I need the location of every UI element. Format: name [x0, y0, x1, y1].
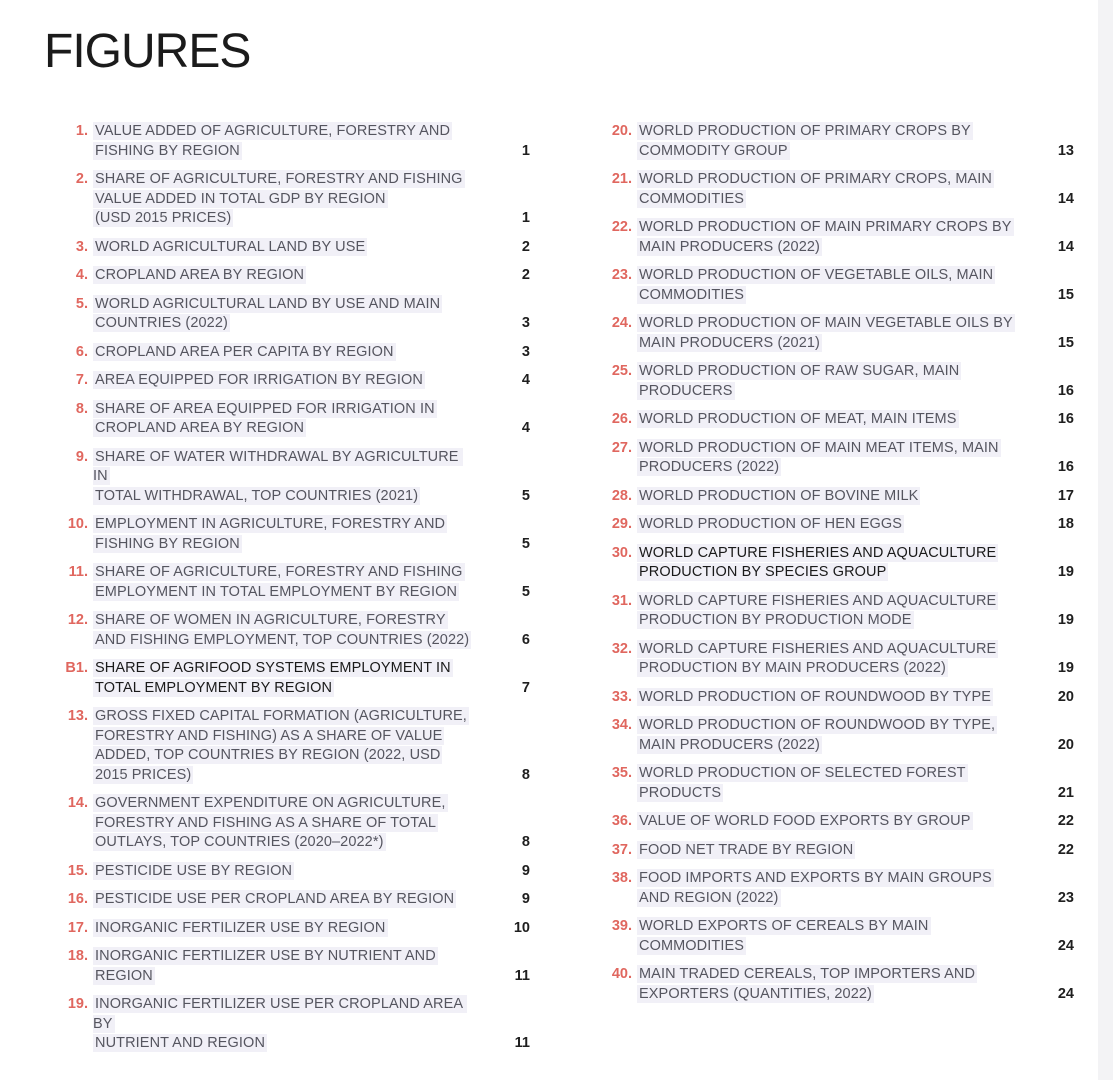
figure-title-line: COMMODITIES [639, 937, 745, 954]
figure-number: 20. [611, 123, 632, 139]
figure-number: 8. [75, 400, 88, 417]
figure-number: 3. [75, 238, 88, 255]
figure-title-line: WORLD PRODUCTION OF BOVINE MILK [639, 487, 919, 504]
figure-title-line: VALUE ADDED IN TOTAL GDP BY REGION [95, 190, 386, 207]
figure-entry[interactable] [52, 659, 530, 698]
figure-title-line: PRODUCERS (2022) [639, 459, 780, 475]
figure-title-line: SHARE OF AREA EQUIPPED FOR IRRIGATION IN [95, 400, 435, 417]
figure-title [93, 238, 473, 258]
page-number: 14 [1057, 238, 1074, 255]
figure-title-line: FORESTRY AND FISHING) AS A SHARE OF VALUE [95, 727, 443, 744]
figure-title [637, 841, 1017, 861]
figure-number: 19. [67, 996, 88, 1012]
figure-title-line: AND FISHING EMPLOYMENT, TOP COUNTRIES (2022) [95, 631, 470, 648]
figure-title-line: WORLD CAPTURE FISHERIES AND AQUACULTURE [639, 640, 997, 657]
figure-number: B1. [65, 660, 88, 676]
figure-title [93, 611, 473, 650]
figure-title [637, 812, 1017, 832]
figure-number: 25. [611, 363, 632, 379]
figure-title-line: SHARE OF WATER WITHDRAWAL BY AGRICULTURE IN [93, 448, 463, 484]
figure-title-line: TOTAL WITHDRAWAL, TOP COUNTRIES (2021) [95, 487, 419, 504]
page-number: 5 [521, 583, 530, 600]
figure-entry[interactable] [596, 764, 1074, 803]
figure-title-line: SHARE OF WOMEN IN AGRICULTURE, FORESTRY [95, 612, 446, 628]
figure-number: 36. [611, 813, 632, 829]
figure-title-line: INORGANIC FERTILIZER USE BY REGION [95, 919, 386, 936]
figure-title [93, 707, 473, 785]
page-number: 19 [1057, 612, 1074, 628]
figure-title-line: WORLD CAPTURE FISHERIES AND AQUACULTURE [639, 544, 997, 561]
page-number: 19 [1057, 660, 1074, 676]
figure-title [637, 869, 1017, 908]
figure-title-line: NUTRIENT AND REGION [95, 1035, 266, 1051]
page-number: 23 [1057, 889, 1074, 906]
page-number: 4 [521, 372, 530, 388]
figure-title-line: WORLD PRODUCTION OF PRIMARY CROPS, MAIN [639, 171, 993, 187]
figure-title-line: MAIN PRODUCERS (2022) [639, 238, 820, 255]
page-number: 3 [521, 343, 530, 360]
page-number: 20 [1057, 736, 1074, 753]
page-number: 15 [1057, 286, 1074, 303]
figure-title-line: INORGANIC FERTILIZER USE BY NUTRIENT AND [95, 948, 436, 964]
page-number: 1 [521, 142, 530, 159]
figure-title [637, 764, 1017, 803]
figure-title [637, 122, 1017, 161]
figure-title-line: EMPLOYMENT IN TOTAL EMPLOYMENT BY REGION [95, 583, 458, 600]
figure-title [93, 659, 473, 698]
figure-title [637, 592, 1017, 631]
page-number: 11 [514, 1035, 530, 1051]
figure-title-line: WORLD PRODUCTION OF MAIN MEAT ITEMS, MAIN [639, 439, 999, 456]
figure-entry[interactable] [596, 640, 1074, 679]
figure-title-line: GOVERNMENT EXPENDITURE ON AGRICULTURE, [95, 795, 446, 811]
figure-number: 6. [75, 343, 88, 360]
figure-entry[interactable] [596, 170, 1074, 209]
page-number: 2 [521, 238, 530, 255]
figure-title [93, 890, 473, 910]
figure-title [637, 487, 1017, 507]
figure-title-line: CROPLAND AREA BY REGION [95, 420, 305, 436]
figure-title-line: WORLD PRODUCTION OF MAIN PRIMARY CROPS BY [639, 219, 1012, 235]
figure-title-line: MAIN PRODUCERS (2021) [639, 334, 820, 351]
figure-entry[interactable] [52, 266, 530, 286]
figure-title-line: EXPORTERS (QUANTITIES, 2022) [639, 985, 872, 1002]
figure-entry[interactable] [52, 862, 530, 882]
figure-title-line: VALUE OF WORLD FOOD EXPORTS BY GROUP [639, 813, 971, 829]
page-number: 20 [1057, 688, 1074, 705]
figure-entry[interactable] [52, 295, 530, 334]
figure-title-line: WORLD PRODUCTION OF VEGETABLE OILS, MAIN [639, 267, 994, 283]
figure-number: 1. [75, 123, 88, 139]
figure-title-line: WORLD PRODUCTION OF SELECTED FOREST [639, 765, 966, 781]
page-number: 5 [521, 487, 530, 504]
figure-entry[interactable] [596, 487, 1074, 507]
figure-title-line: FORESTRY AND FISHING AS A SHARE OF TOTAL [95, 814, 437, 831]
figure-title [93, 563, 473, 602]
figure-title [93, 295, 473, 334]
page-number: 6 [521, 631, 530, 648]
figure-title-line: COMMODITIES [639, 190, 745, 207]
figure-title [637, 716, 1017, 755]
figure-entry[interactable] [52, 448, 530, 507]
page-number: 24 [1057, 937, 1074, 954]
page-number: 9 [521, 862, 530, 879]
figure-number: 35. [611, 765, 632, 781]
figure-entry[interactable] [52, 515, 530, 554]
figure-title-line: WORLD AGRICULTURAL LAND BY USE [95, 238, 366, 255]
figure-entry[interactable] [596, 314, 1074, 353]
figure-entry[interactable] [596, 869, 1074, 908]
figure-number: 12. [67, 612, 88, 628]
figure-number: 26. [611, 411, 632, 427]
figure-title-line: AREA EQUIPPED FOR IRRIGATION BY REGION [95, 372, 423, 388]
figure-number: 7. [75, 372, 88, 388]
figure-entry[interactable] [52, 371, 530, 391]
figure-title [93, 448, 473, 507]
figure-title-line: WORLD EXPORTS OF CEREALS BY MAIN [639, 918, 929, 934]
figure-entry[interactable] [596, 917, 1074, 956]
figure-title-line: PRODUCTION BY SPECIES GROUP [639, 564, 887, 580]
figure-title-line: PRODUCERS [639, 382, 733, 399]
page-number: 16 [1057, 382, 1074, 399]
figure-entry[interactable] [52, 995, 530, 1054]
figure-number: 9. [75, 448, 88, 465]
figure-title [93, 266, 473, 286]
figure-number: 4. [75, 267, 88, 283]
figure-entry[interactable] [52, 707, 530, 785]
figure-title [93, 122, 473, 161]
figure-title [637, 218, 1017, 257]
figure-entry[interactable] [596, 716, 1074, 755]
figure-title-line: MAIN TRADED CEREALS, TOP IMPORTERS AND [639, 966, 976, 982]
figure-title-line: MAIN PRODUCERS (2022) [639, 736, 820, 753]
figure-title-line: CROPLAND AREA PER CAPITA BY REGION [95, 343, 394, 360]
figure-number: 21. [611, 171, 632, 187]
figure-entry[interactable] [52, 170, 530, 229]
figure-title-line: WORLD PRODUCTION OF RAW SUGAR, MAIN [639, 363, 960, 379]
page-number: 3 [521, 315, 530, 331]
figure-title-line: PRODUCTION BY PRODUCTION MODE [639, 612, 912, 628]
figure-number: 16. [67, 891, 88, 907]
figure-entry[interactable] [596, 439, 1074, 478]
figure-title-line: FISHING BY REGION [95, 535, 240, 552]
figure-number: 15. [67, 862, 88, 879]
figure-entry[interactable] [596, 410, 1074, 430]
page-number: 10 [513, 919, 530, 936]
figure-entry[interactable] [52, 238, 530, 258]
figure-title-line: TOTAL EMPLOYMENT BY REGION [95, 679, 333, 696]
page-number: 18 [1057, 516, 1074, 532]
figure-number: 38. [611, 870, 632, 886]
figure-entry[interactable] [52, 794, 530, 853]
page-number: 11 [514, 967, 530, 984]
figure-entry[interactable] [52, 563, 530, 602]
figure-title [93, 947, 473, 986]
page-number: 9 [521, 891, 530, 907]
page-number: 17 [1057, 487, 1074, 504]
figure-title [637, 515, 1017, 535]
figure-number: 2. [75, 171, 88, 187]
figure-title [93, 919, 473, 939]
figure-title-line: COMMODITY GROUP [639, 142, 788, 159]
figure-title [637, 362, 1017, 401]
figure-title [93, 515, 473, 554]
figure-title-line: ADDED, TOP COUNTRIES BY REGION (2022, USD [95, 747, 441, 763]
figure-number: 34. [611, 717, 632, 733]
page-number: 8 [521, 834, 530, 850]
figure-number: 5. [75, 295, 88, 312]
figure-title [93, 343, 473, 363]
figure-number: 32. [611, 640, 632, 657]
figure-title [93, 862, 473, 882]
figure-title-line: WORLD PRODUCTION OF MEAT, MAIN ITEMS [639, 411, 957, 427]
figure-entry[interactable] [52, 611, 530, 650]
figure-entry[interactable] [596, 544, 1074, 583]
figure-title [637, 917, 1017, 956]
figure-title-line: PESTICIDE USE PER CROPLAND AREA BY REGION [95, 891, 455, 907]
figure-number: 37. [611, 841, 632, 858]
figure-title-line: COMMODITIES [639, 286, 745, 303]
figure-entry[interactable] [596, 688, 1074, 708]
figure-entry[interactable] [596, 515, 1074, 535]
figure-title [637, 410, 1017, 430]
figure-title-line: GROSS FIXED CAPITAL FORMATION (AGRICULTURE, [95, 708, 467, 724]
figure-entry[interactable] [596, 841, 1074, 861]
figure-title-line: PESTICIDE USE BY REGION [95, 862, 293, 879]
page-number: 13 [1057, 142, 1074, 159]
page-number: 4 [521, 420, 530, 436]
page-number: 19 [1057, 564, 1074, 580]
figure-title-line: WORLD PRODUCTION OF HEN EGGS [639, 516, 903, 532]
figure-title [637, 640, 1017, 679]
figure-entry[interactable] [596, 592, 1074, 631]
figure-title-line: WORLD PRODUCTION OF PRIMARY CROPS BY [639, 123, 971, 139]
page-number: 24 [1057, 985, 1074, 1002]
figure-number: 30. [611, 544, 632, 561]
figure-title [93, 400, 473, 439]
figure-title-line: WORLD PRODUCTION OF ROUNDWOOD BY TYPE, [639, 717, 996, 733]
page-number: 2 [521, 267, 530, 283]
figure-title-line: VALUE ADDED OF AGRICULTURE, FORESTRY AND [95, 123, 451, 139]
figure-number: 13. [67, 708, 88, 724]
figure-title-line: SHARE OF AGRICULTURE, FORESTRY AND FISHING [95, 171, 463, 187]
figure-title [637, 170, 1017, 209]
page-number: 15 [1057, 334, 1074, 351]
figure-entry[interactable] [596, 812, 1074, 832]
page-number: 1 [521, 210, 530, 226]
figure-title [93, 995, 473, 1054]
figure-entry[interactable] [596, 965, 1074, 1004]
figure-number: 10. [67, 516, 88, 532]
figure-title-line: OUTLAYS, TOP COUNTRIES (2020–2022*) [95, 834, 384, 850]
figure-entry[interactable] [52, 890, 530, 910]
figure-entry[interactable] [596, 362, 1074, 401]
figure-title-line: COUNTRIES (2022) [95, 315, 228, 331]
figure-title [93, 170, 473, 229]
figure-title-line: REGION [95, 967, 153, 984]
figures-list-right [596, 122, 1074, 1013]
figure-entry[interactable] [596, 218, 1074, 257]
figure-number: 14. [67, 795, 88, 811]
figure-number: 29. [611, 516, 632, 532]
figure-number: 23. [611, 267, 632, 283]
page-number: 8 [521, 766, 530, 783]
figure-title-line: WORLD AGRICULTURAL LAND BY USE AND MAIN [95, 295, 441, 312]
figure-title-line: 2015 PRICES) [95, 766, 192, 783]
figure-title-line: SHARE OF AGRIFOOD SYSTEMS EMPLOYMENT IN [95, 660, 451, 676]
figure-title-line: FOOD NET TRADE BY REGION [639, 841, 854, 858]
figure-number: 40. [611, 966, 632, 982]
page-title: FIGURES [44, 25, 251, 78]
figure-title-line: WORLD PRODUCTION OF ROUNDWOOD BY TYPE [639, 688, 991, 705]
figure-title-line: (USD 2015 PRICES) [95, 210, 232, 226]
figure-number: 24. [611, 315, 632, 331]
figure-title-line: CROPLAND AREA BY REGION [95, 267, 305, 283]
figure-number: 18. [67, 948, 88, 964]
figure-title-line: FOOD IMPORTS AND EXPORTS BY MAIN GROUPS [639, 870, 992, 886]
page-number: 16 [1057, 459, 1074, 475]
figure-entry[interactable] [52, 400, 530, 439]
figure-entry[interactable] [52, 947, 530, 986]
figure-title-line: INORGANIC FERTILIZER USE PER CROPLAND AREA BY [93, 996, 468, 1032]
figure-number: 17. [67, 919, 88, 936]
figure-title-line: PRODUCTS [639, 784, 722, 801]
figure-number: 11. [68, 564, 88, 580]
figure-number: 28. [611, 487, 632, 504]
figure-number: 33. [611, 688, 632, 705]
figure-title-line: SHARE OF AGRICULTURE, FORESTRY AND FISHING [95, 564, 463, 580]
figure-title [93, 371, 473, 391]
page-number: 14 [1057, 190, 1074, 207]
figures-list-left [52, 122, 530, 1063]
figure-title-line: AND REGION (2022) [639, 889, 779, 906]
figure-title-line: EMPLOYMENT IN AGRICULTURE, FORESTRY AND [95, 516, 446, 532]
page-number: 22 [1057, 813, 1074, 829]
figure-entry[interactable] [596, 122, 1074, 161]
figure-title [637, 688, 1017, 708]
figure-title [637, 544, 1017, 583]
figure-entry[interactable] [52, 122, 530, 161]
figure-title-line: WORLD CAPTURE FISHERIES AND AQUACULTURE [639, 592, 997, 609]
figure-number: 31. [611, 592, 632, 609]
page-number: 21 [1057, 784, 1074, 801]
figure-number: 39. [611, 918, 632, 934]
page-number: 5 [521, 535, 530, 552]
figure-title [637, 439, 1017, 478]
page-number: 7 [521, 679, 530, 696]
page-number: 22 [1057, 841, 1074, 858]
figure-number: 27. [611, 439, 632, 456]
figure-title [93, 794, 473, 853]
figure-title-line: FISHING BY REGION [95, 142, 240, 159]
figure-title [637, 965, 1017, 1004]
figure-title [637, 266, 1017, 305]
figure-entry[interactable] [596, 266, 1074, 305]
figure-number: 22. [611, 219, 632, 235]
figure-title [637, 314, 1017, 353]
figure-title-line: WORLD PRODUCTION OF MAIN VEGETABLE OILS BY [639, 315, 1013, 331]
figure-entry[interactable] [52, 343, 530, 363]
figure-title-line: PRODUCTION BY MAIN PRODUCERS (2022) [639, 660, 946, 676]
figure-entry[interactable] [52, 919, 530, 939]
page-number: 16 [1057, 411, 1074, 427]
